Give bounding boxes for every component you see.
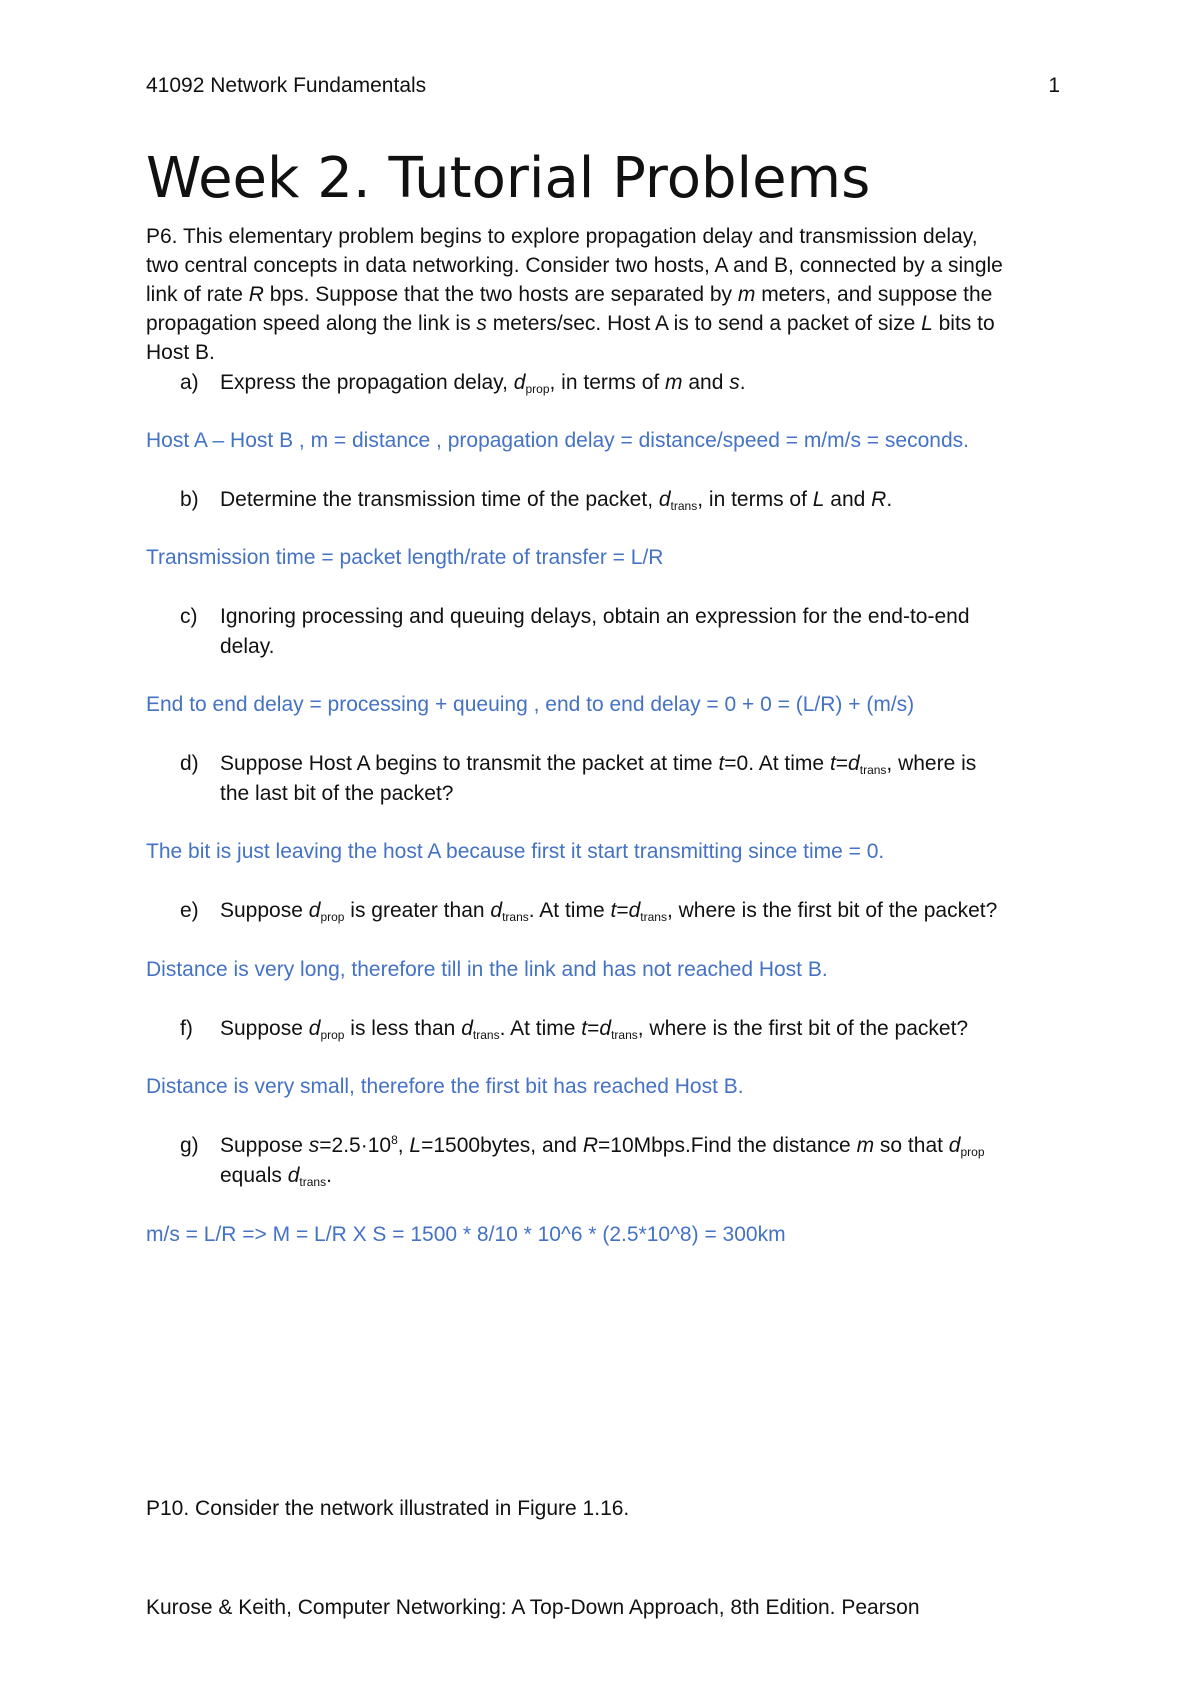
course-title: 41092 Network Fundamentals: [146, 74, 427, 97]
question-label: d): [180, 752, 199, 775]
p6-line-4: propagation speed along the link is s meters/sec. Host A is to send a packet of size L bits to: [146, 312, 995, 335]
answer-b: Transmission time = packet length/rate of transfer = L/R: [146, 546, 664, 569]
page-title: Week 2. Tutorial Problems: [146, 146, 871, 211]
p6-line-1: P6. This elementary problem begins to explore propagation delay and transmission delay,: [146, 225, 978, 248]
page-number: 1: [1048, 74, 1060, 97]
p6-line-2: two central concepts in data networking. Consider two hosts, A and B, connected by a single: [146, 254, 1003, 277]
answer-a: Host A – Host B , m = distance , propagation delay = distance/speed = m/m/s = seconds.: [146, 429, 969, 452]
p6-line-3: link of rate R bps. Suppose that the two hosts are separated by m meters, and suppose the: [146, 283, 993, 306]
question-label: c): [180, 605, 198, 628]
answer-f: Distance is very small, therefore the first bit has reached Host B.: [146, 1075, 744, 1098]
page-footer: Kurose & Keith, Computer Networking: A Top-Down Approach, 8th Edition. Pearson: [146, 1596, 920, 1619]
question-label: b): [180, 488, 199, 511]
answer-d: The bit is just leaving the host A because first it start transmitting since time = 0.: [146, 840, 885, 863]
answer-c: End to end delay = processing + queuing , end to end delay = 0 + 0 = (L/R) + (m/s): [146, 693, 915, 716]
page-header: [146, 74, 1060, 104]
answer-g: m/s = L/R => M = L/R X S = 1500 * 8/10 * 10^6 * (2.5*10^8) = 300km: [146, 1223, 786, 1246]
p6-line-5: Host B.: [146, 341, 215, 364]
question-label: g): [180, 1134, 199, 1157]
question-label: e): [180, 899, 199, 922]
question-label: f): [180, 1017, 193, 1040]
answer-e: Distance is very long, therefore till in the link and has not reached Host B.: [146, 958, 828, 981]
question-label: a): [180, 371, 199, 394]
document-page: 41092 Network Fundamentals 1 Week 2. Tutorial Problems P6. This elementary problem begins to explore propagation delay and transmission delay, two central concepts in data networking. Consider two hosts, A and B, connected by a single link of rate R bps. Suppose that the two hosts are separated by m meters, and suppose the propagation speed along the link is s meters/sec. Host A is to send a packet of size L bits to Host B. a) Express the propagation delay, $d_{prop}$, in terms of m and s. Host A – Host B , m = distance , propagation delay = distance/speed = m/m/s = seconds. b) Determine the transmission time of the packet, $d_{trans}$, in terms of L and R. Transmission time = packet length/rate of transfer = L/R c) Ignoring processing and queuing delays, obtain an expression for the end-to-end delay. End to end delay = processing + queuing , end to end delay = 0 + 0 = (L/R) + (m/s) d) Suppose Host A begins to transmit the packet at time t=0. At time $t=d_{trans}$, where is the last bit of the packet? The bit is just leaving the host A because first it start transmitting since time = 0. e) Suppose $d_{prop}$ is greater than $d_{trans}$. At time $t=d_{trans}$, where is the first bit of the packet? Distance is very long, therefore till in the link and has not reached Host B. f) Suppose $d_{prop}$ is less than $d_{trans}$. At time $t=d_{trans}$, where is the first bit of the packet? Distance is very small, therefore the first bit has reached Host B. g) Suppose $s=2.5\cdot 10^8$, L=1500bytes, and R=10Mbps.Find the distance m so that $d_{prop}$ equals $d_{trans}$. m/s = L/R => M = L/R X S = 1500 * 8/10 * 10^6 * (2.5*10^8) = 300km P10. Consider the network illustrated in Figure 1.16. Kurose & Keith, Computer Networking: A Top-Down Approach, 8th Edition. Pearson: [0, 0, 1200, 1698]
p10-question: P10. Consider the network illustrated in Figure 1.16.: [146, 1497, 630, 1520]
